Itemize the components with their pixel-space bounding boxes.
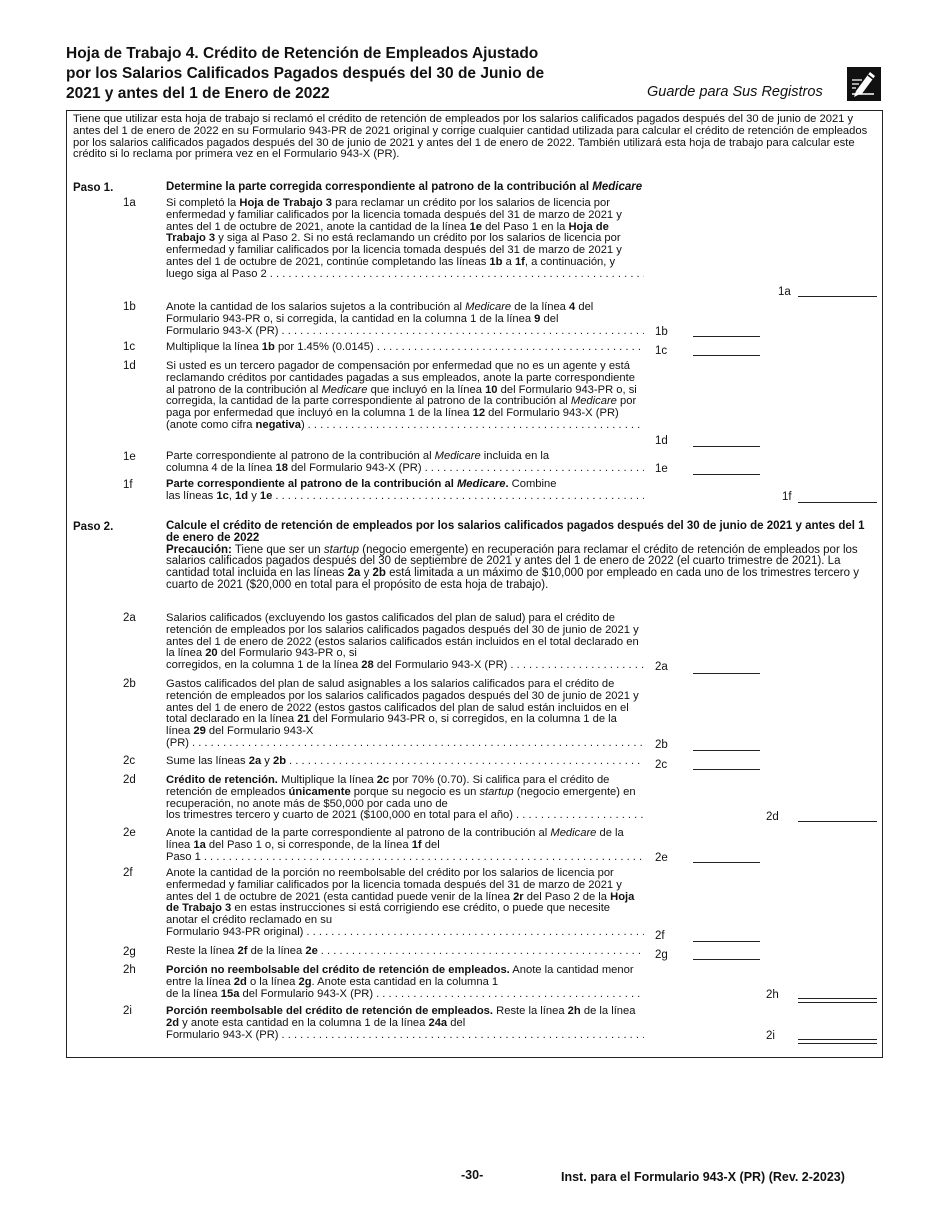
- pencil-writing-icon: [846, 66, 882, 102]
- step-2-label: Paso 2.: [73, 521, 114, 533]
- line-label: 2b: [655, 739, 668, 751]
- line-number: 2h: [123, 964, 136, 976]
- line-2b-entry[interactable]: [693, 750, 760, 751]
- line-label: 1c: [655, 345, 668, 357]
- intro-paragraph: Tiene que utilizar esta hoja de trabajo si reclamó el crédito de retención de empleados por los salarios calificados pagados después del 30 de junio de 2021 y antes del 1 de enero de 2022 en su Formulario 943-PR de 2021 original y corrige cualquier cantidad utilizada para calcular el crédito de retención de empleados por los salarios calificados pagados después del 30 de junio de 2021 y antes del 1 de enero de 2022. También utilizará esta hoja de trabajo para calcular este crédito si lo reclama por primera vez en el Formulario 943-X (PR).: [73, 113, 868, 161]
- line-2i-entry[interactable]: [798, 1039, 877, 1044]
- line-label: 1b: [655, 326, 668, 338]
- line-label: 2d: [766, 811, 779, 823]
- step-1-label: Paso 1.: [73, 182, 114, 194]
- line-2h-text: Porción no reembolsable del crédito de retención de empleados. Anote la cantidad menor entre la línea 2d o la línea 2g. Anote esta cantidad en la columna 1 de la línea 15a del Formulario 943-X (PR) . . .: [166, 965, 644, 1000]
- line-label: 2c: [655, 759, 668, 771]
- line-1a-text: Si completó la Hoja de Trabajo 3 para reclamar un crédito por los salarios de licencia por enfermedad y familiar calificados por la licencia tomada después del 31 de marzo de 2021 y antes del 1 de octubre de 2021, anote la cantidad de la línea 1e del Paso 1 en la Hoja de Trabajo 3 y siga al Paso 2. Si no está reclamando un crédito por los salarios de licencia por enfermedad y familiar calificados por la licencia tomada después del 31 de marzo de 2021 y antes del 1 de octubre de 2021, continúe completando las líneas 1b a 1f, a continuación, y luego siga al Paso 2 . . .: [166, 198, 644, 281]
- line-2g-text: Reste la línea 2f de la línea 2e . . .: [166, 946, 644, 958]
- page-number: -30-: [461, 1168, 484, 1182]
- line-number: 2c: [123, 755, 136, 767]
- line-number: 2f: [123, 867, 133, 879]
- line-1e-text: Parte correspondiente al patrono de la contribución al Medicare incluida en la columna 4 de la línea 18 del Formulario 943-X (PR) . . .: [166, 451, 644, 475]
- line-label: 2g: [655, 949, 668, 961]
- line-number: 1d: [123, 360, 136, 372]
- line-number: 2g: [123, 946, 136, 958]
- line-2h-entry[interactable]: [798, 998, 877, 1003]
- line-2d-entry[interactable]: [798, 821, 877, 822]
- line-2a-text: Salarios calificados (excluyendo los gastos calificados del plan de salud) para el crédito de retención de empleados por los salarios calificados pagados después del 30 de junio de 2021 y antes del 1 de enero de 2022 (estos salarios calificados están incluidos en el total declarado en la línea 20 del Formulario 943-PR o, si corregidos, en la columna 1 de la línea 28 del Formulario 943-X (PR) . . .: [166, 613, 644, 672]
- line-label: 1a: [778, 286, 791, 298]
- line-2e-entry[interactable]: [693, 862, 760, 863]
- line-2e-text: Anote la cantidad de la parte correspondiente al patrono de la contribución al Medicare de la línea 1a del Paso 1 o, si corresponde, de la línea 1f del Paso 1 . . .: [166, 828, 644, 863]
- line-number: 1a: [123, 197, 136, 209]
- line-number: 2e: [123, 827, 136, 839]
- line-2f-text: Anote la cantidad de la porción no reembolsable del crédito por los salarios de licencia por enfermedad y familiar calificados por la licencia tomada después del 31 de marzo de 2021 y antes del 1 de octubre de 2021 (esta cantidad puede venir de la línea 2r del Paso 2 de la Hoja de Trabajo 3 en estas instrucciones si está corrigiendo ese crédito, o puede que necesite anotar el crédito reclamado en su Formulario 943-PR original) . . .: [166, 868, 644, 939]
- line-label: 1d: [655, 435, 668, 447]
- line-2i-text: Porción reembolsable del crédito de retención de empleados. Reste la línea 2h de la línea 2d y anote esta cantidad en la columna 1 de la línea 24a del Formulario 943-X (PR) . . .: [166, 1006, 644, 1041]
- line-label: 2f: [655, 930, 665, 942]
- line-1e-entry[interactable]: [693, 474, 760, 475]
- title-line-2: por los Salarios Calificados Pagados después del 30 de Junio de: [66, 65, 545, 82]
- step-2-heading: Calcule el crédito de retención de empleados por los salarios calificados pagados después del 30 de junio de 2021 y antes del 1 de enero de 2022 Precaución: Tiene que ser un startup (negocio emergente) en recuperación para reclamar el crédito de retención de empleados por los salarios calificados pagados después del 30 de septiembre de 2021 y antes del 1 de enero de 2022 (el cuarto trimestre de 2021). La cantidad total incluida en las líneas 2a y 2b está limitada a un máximo de $10,000 por empleado en cada uno de los trimestres tercero y cuarto de 2021 ($20,000 en total para el propósito de esta hoja de trabajo).: [166, 520, 865, 591]
- line-number: 1f: [123, 479, 133, 491]
- line-number: 1e: [123, 451, 136, 463]
- form-reference: Inst. para el Formulario 943-X (PR) (Rev. 2-2023): [561, 1170, 845, 1184]
- line-label: 1f: [782, 491, 792, 503]
- line-number: 2i: [123, 1005, 132, 1017]
- step-1-heading: Determine la parte corregida correspondiente al patrono de la contribución al Medicare: [166, 181, 643, 193]
- line-2d-text: Crédito de retención. Multiplique la línea 2c por 70% (0.70). Si califica para el crédito de retención de empleados únicamente porque su negocio es un startup (negocio emergente) en recuperación, no anote más de $50,000 por cada uno de los trimestres tercero y cuarto de 2021 ($100,000 en total para el año) . . .: [166, 775, 644, 822]
- line-number: 2b: [123, 678, 136, 690]
- line-number: 1b: [123, 301, 136, 313]
- line-1c-entry[interactable]: [693, 355, 760, 356]
- line-2c-text: Sume las líneas 2a y 2b . . .: [166, 756, 644, 768]
- keep-for-records-note: Guarde para Sus Registros: [647, 84, 823, 100]
- line-2b-text: Gastos calificados del plan de salud asignables a los salarios calificados para el crédito de retención de empleados por los salarios calificados pagados después del 30 de junio de 2021 y antes del 1 de enero de 2022 (estos gastos calificados del plan de salud están incluidos en el total declarado en la línea 21 del Formulario 943-PR o, si corregidos, en la columna 1 de la línea 29 del Formulario 943-X (PR) . . .: [166, 679, 644, 750]
- line-2c-entry[interactable]: [693, 769, 760, 770]
- line-1b-text: Anote la cantidad de los salarios sujetos a la contribución al Medicare de la línea 4 del Formulario 943-PR o, si corregida, la cantidad en la columna 1 de la línea 9 del Formulario 943-X (PR) . . .: [166, 302, 644, 337]
- line-number: 2d: [123, 774, 136, 786]
- line-1a-entry[interactable]: [798, 296, 877, 297]
- title-line-1: Hoja de Trabajo 4. Crédito de Retención de Empleados Ajustado: [66, 45, 539, 62]
- line-2g-entry[interactable]: [693, 959, 760, 960]
- line-1d-entry[interactable]: [693, 446, 760, 447]
- line-2f-entry[interactable]: [693, 941, 760, 942]
- line-1c-text: Multiplique la línea 1b por 1.45% (0.0145) . . .: [166, 342, 644, 354]
- line-label: 2i: [766, 1030, 775, 1042]
- line-label: 2e: [655, 852, 668, 864]
- line-1f-entry[interactable]: [798, 502, 877, 503]
- line-label: 2h: [766, 989, 779, 1001]
- line-label: 1e: [655, 463, 668, 475]
- line-number: 2a: [123, 612, 136, 624]
- line-label: 2a: [655, 661, 668, 673]
- line-1d-text: Si usted es un tercero pagador de compensación por enfermedad que no es un agente y está reclamando créditos por cantidades pagadas a sus empleados, anote la parte correspondiente al patrono de la contribución al Medicare que incluyó en la línea 10 del Formulario 943-PR o, si corregida, la cantidad de la parte correspondiente al patrono de la contribución al Medicare por paga por enfermedad que incluyó en la columna 1 de la línea 12 del Formulario 943-X (PR) (anote como cifra negativa) . . .: [166, 361, 644, 432]
- line-2a-entry[interactable]: [693, 673, 760, 674]
- title-line-3: 2021 y antes del 1 de Enero de 2022: [66, 85, 330, 102]
- line-1f-text: Parte correspondiente al patrono de la contribución al Medicare. Combine las líneas 1c, 1d y 1e . . .: [166, 479, 644, 503]
- worksheet-title: [66, 44, 626, 104]
- line-number: 1c: [123, 341, 136, 353]
- line-1b-entry[interactable]: [693, 336, 760, 337]
